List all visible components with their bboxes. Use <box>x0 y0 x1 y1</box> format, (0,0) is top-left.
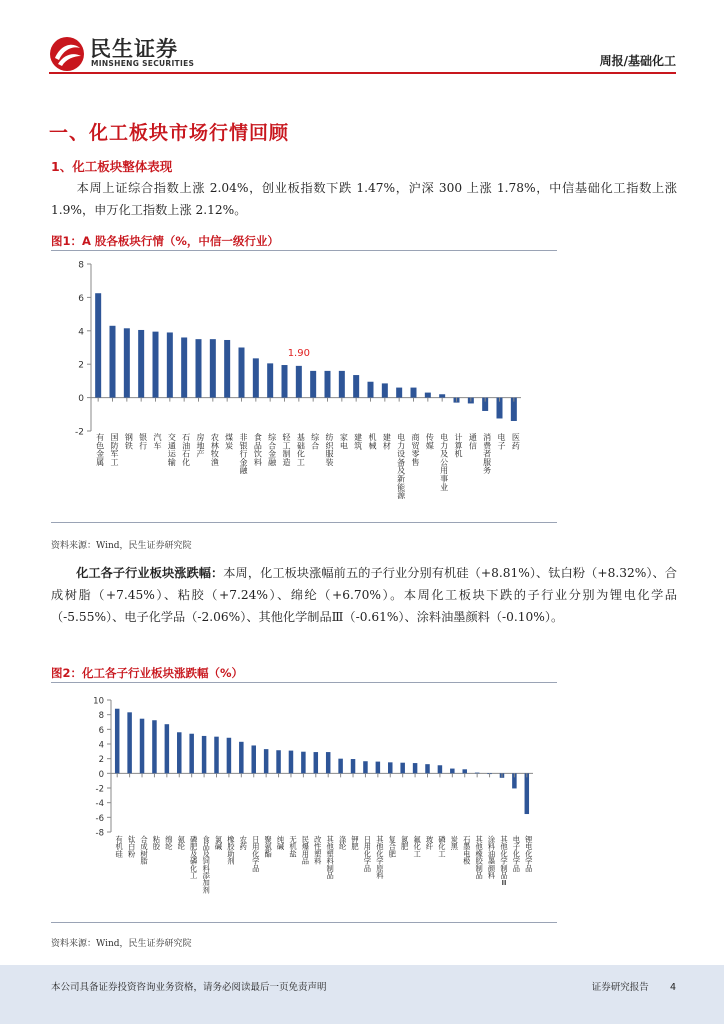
figure2-bottom-rule <box>51 922 557 923</box>
bar-绵纶 <box>165 724 170 773</box>
bar-氯碱 <box>214 737 219 774</box>
x-tick-label: 综合金融 <box>268 433 277 467</box>
paragraph1-text: 本周上证综合指数上涨 2.04%，创业板指数下跌 1.47%，沪深 300 上涨 1.78%，中信基础化工指数上涨 1.9%，申万化工指数上涨 2.12%。 <box>51 181 677 217</box>
y-tick-label: 4 <box>78 327 84 338</box>
bar-日用化学品 <box>363 761 368 773</box>
y-tick-label: -2 <box>95 784 104 795</box>
bar-锂电化学品 <box>525 773 530 814</box>
bar-银行 <box>138 330 144 398</box>
x-tick-label: 玻纤 <box>425 835 434 852</box>
bar-建材 <box>382 383 388 397</box>
x-tick-label: 电子化学品 <box>512 835 521 873</box>
x-tick-label: 电子 <box>497 433 506 451</box>
x-tick-label: 医药 <box>511 433 520 451</box>
x-tick-label: 汽车 <box>153 433 162 451</box>
y-tick-label: 2 <box>98 755 104 766</box>
bar-涤纶 <box>338 759 343 774</box>
header-divider <box>49 72 676 74</box>
x-tick-label: 煤炭 <box>225 433 234 451</box>
y-tick-label: -6 <box>95 813 104 824</box>
bar-家电 <box>339 371 345 398</box>
bar-农药 <box>239 742 244 774</box>
logo-text-en: MINSHENG SECURITIES <box>91 59 195 68</box>
y-tick-label: -4 <box>95 799 104 810</box>
figure2-title: 图2：化工各子行业板块涨跌幅（%） <box>51 666 244 680</box>
bar-有色金属 <box>95 293 101 397</box>
bar-建筑 <box>353 375 359 398</box>
x-tick-label: 农林牧渔 <box>210 433 219 467</box>
x-tick-label: 消费者服务 <box>483 433 492 476</box>
x-tick-label: 有色金属 <box>96 433 105 467</box>
bar-电力及公用事业 <box>439 394 445 397</box>
x-tick-label: 其他化学制品 Ⅲ <box>500 835 508 888</box>
y-tick-label: 10 <box>93 696 104 707</box>
y-tick-label: 6 <box>78 293 84 304</box>
x-tick-label: 复合肥 <box>388 835 396 859</box>
bar-石油石化 <box>181 337 187 397</box>
report-type: 周报/基础化工 <box>599 54 676 68</box>
x-tick-label: 氨纶 <box>177 835 185 852</box>
y-tick-label: -2 <box>75 427 84 438</box>
y-tick-label: 8 <box>98 711 104 722</box>
bar-氨纶 <box>177 732 182 773</box>
x-tick-label: 氮肥 <box>401 835 409 852</box>
bar-轻工制造 <box>282 365 288 398</box>
x-tick-label: 建材 <box>382 433 391 451</box>
bar-其他化学原料 <box>376 762 381 774</box>
y-tick-label: 0 <box>98 769 104 780</box>
bar-合成树脂 <box>140 719 145 774</box>
bar-非银行金融 <box>239 348 245 398</box>
bar-有机硅 <box>115 709 120 774</box>
x-tick-label: 计算机 <box>454 433 463 459</box>
x-tick-label: 钛白粉 <box>127 835 136 859</box>
x-tick-label: 食品饮料 <box>253 433 262 467</box>
paragraph2-text: 本周，化工板块涨幅前五的子行业分别有机硅（+8.81%）、钛白粉（+8.32%）、合成树脂（+7.45%）、粘胶（+7.24%）、绵纶（+6.70%）。本周化工板块下跌的子行业分别为锂电化学品（-5.55%）、电子化学品（-2.06%）、其他化学制品Ⅲ（-0.61%）、涂料油墨颜料（-0.10%）。 <box>51 566 677 624</box>
x-tick-label: 建筑 <box>354 433 363 451</box>
x-tick-label: 电力及公用事业 <box>440 433 449 492</box>
x-tick-label: 商贸零售 <box>411 433 420 467</box>
bar-汽车 <box>153 332 159 398</box>
sub-heading: 1、化工板块整体表现 <box>51 159 173 174</box>
bar-钛白粉 <box>127 712 132 773</box>
y-tick-label: 0 <box>78 394 84 405</box>
x-tick-label: 电力设备及新能源 <box>397 433 406 501</box>
bar-磷肥及磷化工 <box>189 734 194 774</box>
x-tick-label: 氯碱 <box>214 835 223 852</box>
chart-subsector-performance <box>51 684 557 922</box>
bar-食品及饲料添加剂 <box>202 736 207 773</box>
x-tick-label: 农药 <box>239 835 247 852</box>
bar-粘胶 <box>152 720 157 773</box>
bar-炭黑 <box>450 769 455 774</box>
figure2-top-rule <box>51 682 557 683</box>
x-tick-label: 石油石化 <box>182 433 191 467</box>
footer-bar <box>0 965 724 1024</box>
x-tick-label: 其他化学原料 <box>376 835 384 880</box>
bar-电力设备及新能源 <box>396 388 402 398</box>
footer-right <box>548 979 676 993</box>
bar-橡胶助剂 <box>227 738 232 774</box>
x-tick-label: 聚氨酯 <box>264 835 272 859</box>
footer-disclaimer: 本公司具备证券投资咨询业务资格，请务必阅读最后一页免责声明 <box>51 982 327 993</box>
section-heading: 一、化工板块市场行情回顾 <box>49 122 290 144</box>
x-tick-label: 其他塑料制品 <box>326 835 334 880</box>
x-tick-label: 改性塑料 <box>314 835 322 866</box>
bar-其他橡胶制品 <box>475 773 480 774</box>
x-tick-label: 其他橡胶制品 <box>475 835 483 880</box>
x-tick-label: 合成树脂 <box>140 835 148 866</box>
bar-钢铁 <box>124 328 130 397</box>
x-tick-label: 交通运输 <box>167 433 176 467</box>
x-tick-label: 涂料油墨颜料 <box>487 835 496 880</box>
y-tick-label: 8 <box>78 260 84 271</box>
x-tick-label: 钾肥 <box>351 835 359 852</box>
x-tick-label: 日用化学品 <box>363 835 372 873</box>
x-tick-label: 银行 <box>139 433 148 451</box>
x-tick-label: 磷肥及磷化工 <box>190 835 198 880</box>
bar-日用化学品 <box>251 745 256 773</box>
bar-煤炭 <box>224 340 230 398</box>
x-tick-label: 磷化工 <box>438 835 446 859</box>
bar-农林牧渔 <box>210 339 216 397</box>
bar-纯碱 <box>276 750 281 773</box>
x-tick-label: 综合 <box>311 433 320 451</box>
bar-磷化工 <box>438 765 443 773</box>
x-tick-label: 日用化学品 <box>252 835 260 873</box>
x-tick-label: 粘胶 <box>152 835 161 852</box>
bar-综合 <box>310 371 316 398</box>
x-tick-label: 涤纶 <box>338 835 347 852</box>
paragraph2-lead: 化工各子行业板块涨跌幅： <box>76 566 224 580</box>
x-tick-label: 钢铁 <box>124 433 133 451</box>
x-tick-label: 橡胶助剂 <box>227 835 235 866</box>
x-tick-label: 纺织服装 <box>325 433 334 467</box>
x-tick-label: 绵纶 <box>165 835 173 852</box>
chart-sector-performance <box>51 252 557 522</box>
bar-传媒 <box>425 393 431 398</box>
x-tick-label: 房地产 <box>196 433 205 459</box>
footer-doc-type: 证券研究报告 <box>591 982 649 993</box>
bar-复合肥 <box>388 762 393 773</box>
x-tick-label: 食品及饲料添加剂 <box>202 835 210 895</box>
x-tick-label: 轻工制造 <box>282 433 291 467</box>
y-tick-label: 4 <box>98 740 104 751</box>
footer-page-number: 4 <box>669 982 676 993</box>
y-tick-label: 6 <box>98 725 104 736</box>
x-tick-label: 有机硅 <box>115 835 123 859</box>
logo-icon <box>49 36 85 72</box>
figure1-title: 图1：A 股各板块行情（%，中信一级行业） <box>51 234 279 248</box>
x-tick-label: 家电 <box>339 433 348 451</box>
x-tick-label: 通信 <box>468 433 477 451</box>
paragraph-subsector-performance <box>51 562 677 628</box>
figure1-bottom-rule <box>51 522 557 523</box>
figure2-source: 资料来源：Wind，民生证券研究院 <box>51 939 192 949</box>
figure1-top-rule <box>51 250 557 251</box>
bar-其他塑料制品 <box>326 752 331 773</box>
bar-国防军工 <box>110 326 116 398</box>
paragraph-market-overview <box>51 177 677 221</box>
bar-民爆用品 <box>301 752 306 774</box>
y-tick-label: 2 <box>78 360 84 371</box>
x-tick-label: 无机盐 <box>289 835 297 859</box>
logo-text-cn: 民生证券 <box>90 37 178 61</box>
x-tick-label: 国防军工 <box>110 433 119 467</box>
bar-纺织服装 <box>325 371 331 398</box>
x-tick-label: 纯碱 <box>276 835 285 852</box>
bar-商贸零售 <box>411 388 417 398</box>
bar-钾肥 <box>351 759 356 773</box>
bar-氮肥 <box>400 763 405 774</box>
x-tick-label: 机械 <box>368 433 377 451</box>
bar-房地产 <box>196 339 202 397</box>
x-tick-label: 炭黑 <box>450 835 458 852</box>
bar-机械 <box>368 382 374 398</box>
bar-交通运输 <box>167 332 173 397</box>
x-tick-label: 锂电化学品 <box>525 835 533 873</box>
bar-综合金融 <box>267 363 273 397</box>
bar-基础化工 <box>296 366 302 398</box>
highlight-data-label: 1.90 <box>287 347 310 359</box>
x-tick-label: 民爆用品 <box>301 835 310 866</box>
bar-无机盐 <box>289 751 294 774</box>
bar-改性塑料 <box>314 752 319 773</box>
figure1-source: 资料来源：Wind，民生证券研究院 <box>51 541 192 551</box>
bar-石墨电极 <box>462 769 467 773</box>
x-tick-label: 非银行金融 <box>239 433 248 476</box>
y-tick-label: -8 <box>95 828 104 839</box>
x-tick-label: 氟化工 <box>413 835 421 859</box>
bar-氟化工 <box>413 763 418 773</box>
x-tick-label: 传媒 <box>425 433 434 451</box>
bar-聚氨酯 <box>264 749 269 773</box>
bar-玻纤 <box>425 764 430 773</box>
x-tick-label: 基础化工 <box>296 433 305 467</box>
x-tick-label: 石墨电极 <box>463 835 471 866</box>
bar-食品饮料 <box>253 358 259 397</box>
